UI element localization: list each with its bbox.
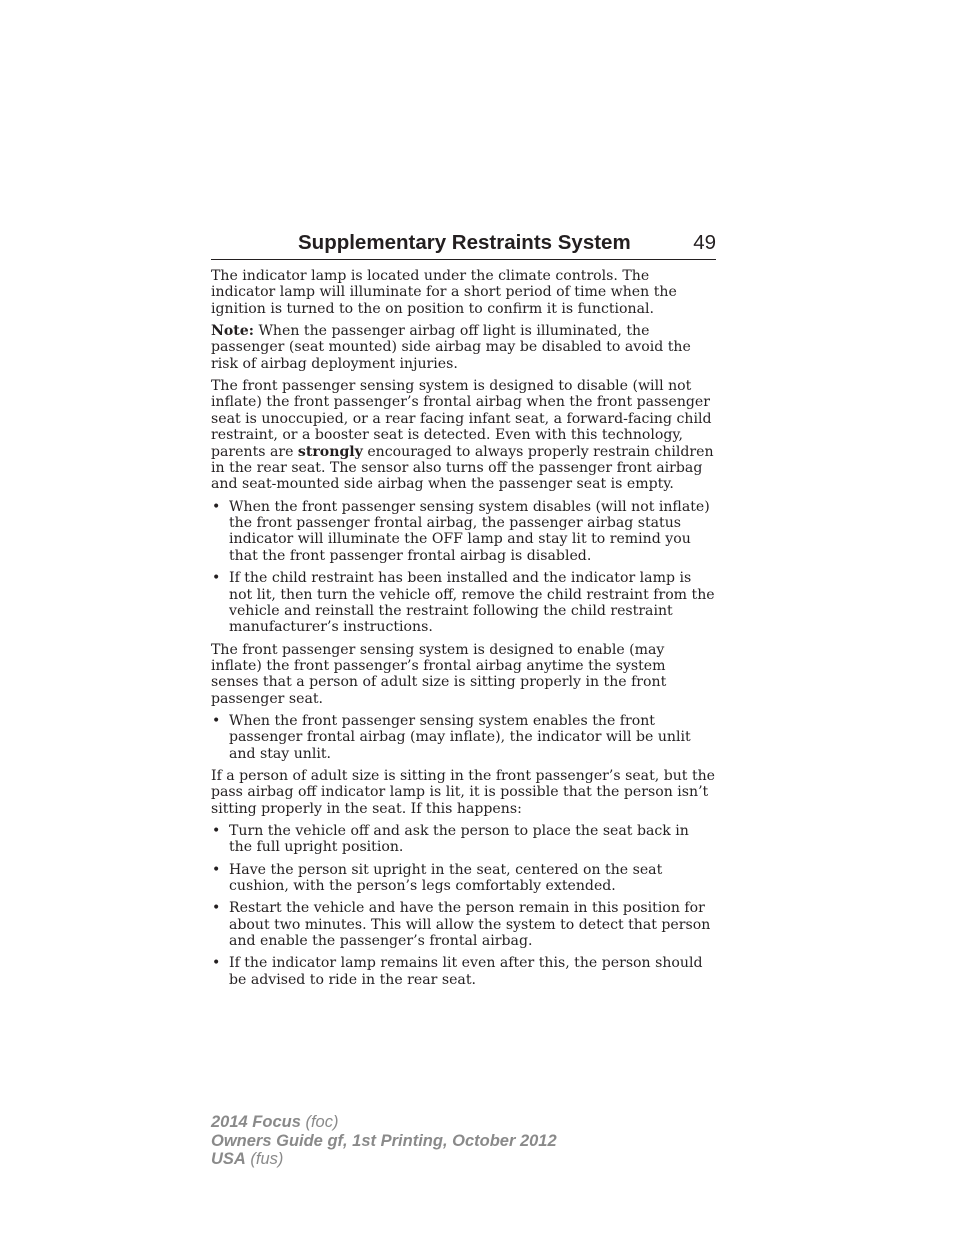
list-item [211,955,716,988]
bullet-icon: • [212,822,221,839]
bullet-list-actions [211,823,716,988]
list-item-text: Have the person sit upright in the seat, centered on the seat cushion, with the person’s legs comfortably extended. [229,861,663,894]
list-item [211,900,716,949]
section-title: Supplementary Restraints System [298,231,631,254]
paragraph-text: encouraged to always properly restrain children in the rear seat. The sensor also turns off the passenger front airbag and seat-mounted side airbag when the passenger seat is empty. [211,443,714,493]
list-item-text: If the indicator lamp remains lit even after this, the person should be advised to ride in the rear seat. [229,955,703,988]
bullet-icon: • [212,570,221,587]
emphasis-strongly: strongly [297,443,363,460]
note-paragraph [211,323,716,372]
paragraph-indicator-lamp: The indicator lamp is located under the climate controls. The indicator lamp will illuminate for a short period of time when the ignition is turned to the on position to confirm it is functional. [211,268,677,317]
footer-model-code: (foc) [300,1113,339,1131]
list-item [211,862,716,895]
bullet-icon: • [212,955,221,972]
bullet-list-disable [211,499,716,636]
footer-market: USA [211,1150,246,1168]
footer-market-line [211,1150,557,1169]
list-item-text: When the front passenger sensing system disables (will not inflate) the front passenger frontal airbag, the passenger airbag status indicator will illuminate the OFF lamp and stay lit to remind you that the front passenger frontal airbag is disabled. [229,498,710,564]
list-item-text: Restart the vehicle and have the person remain in this position for about two minutes. This will allow the system to detect that person and enable the passenger’s frontal airbag. [229,900,711,949]
footer-model: 2014 Focus [211,1113,301,1131]
bullet-list-enable [211,713,716,762]
page-header [211,229,716,260]
page-number: 49 [693,231,716,254]
page-footer [211,1113,557,1169]
note-text: When the passenger airbag off light is illuminated, the passenger (seat mounted) side airbag may be disabled to avoid the risk of airbag deployment injuries. [211,323,691,372]
paragraph-sensing-enable: The front passenger sensing system is designed to enable (may inflate) the front passenger’s frontal airbag anytime the system senses that a person of adult size is sitting properly in the front passenger seat. [211,641,667,707]
list-item [211,499,716,565]
list-item [211,570,716,636]
footer-guide-line: Owners Guide gf, 1st Printing, October 2012 [211,1131,557,1150]
bullet-icon: • [212,498,221,515]
footer-market-code: (fus) [245,1150,284,1168]
list-item [211,823,716,856]
list-item-text: When the front passenger sensing system enables the front passenger frontal airbag (may inflate), the indicator will be unlit and stay unlit. [229,712,691,762]
footer-model-line [211,1113,557,1132]
list-item-text: Turn the vehicle off and ask the person to place the seat back in the full upright position. [229,822,689,856]
paragraph-adult-seated: If a person of adult size is sitting in the front passenger’s seat, but the pass airbag off indicator lamp is lit, it is possible that the person isn’t sitting properly in the seat. If this happens: [211,767,716,817]
paragraph-sensing-disable [211,378,716,493]
bullet-icon: • [212,900,221,917]
bullet-icon: • [212,712,221,729]
page-content [211,268,716,994]
bullet-icon: • [212,861,221,878]
note-label: Note: [211,323,254,340]
list-item-text: If the child restraint has been installed and the indicator lamp is not lit, then turn the vehicle off, remove the child restraint from the vehicle and reinstall the restraint following the child restraint manufacturer’s instructions. [229,570,715,636]
paragraph-text: The front passenger sensing system is designed to disable (will not inflate) the front passenger’s frontal airbag when the front passenger seat is unoccupied, or a rear facing infant seat, a forward-facing child restraint, or a booster seat is detected. Even with this technology, parents are [211,378,712,460]
list-item [211,713,716,762]
